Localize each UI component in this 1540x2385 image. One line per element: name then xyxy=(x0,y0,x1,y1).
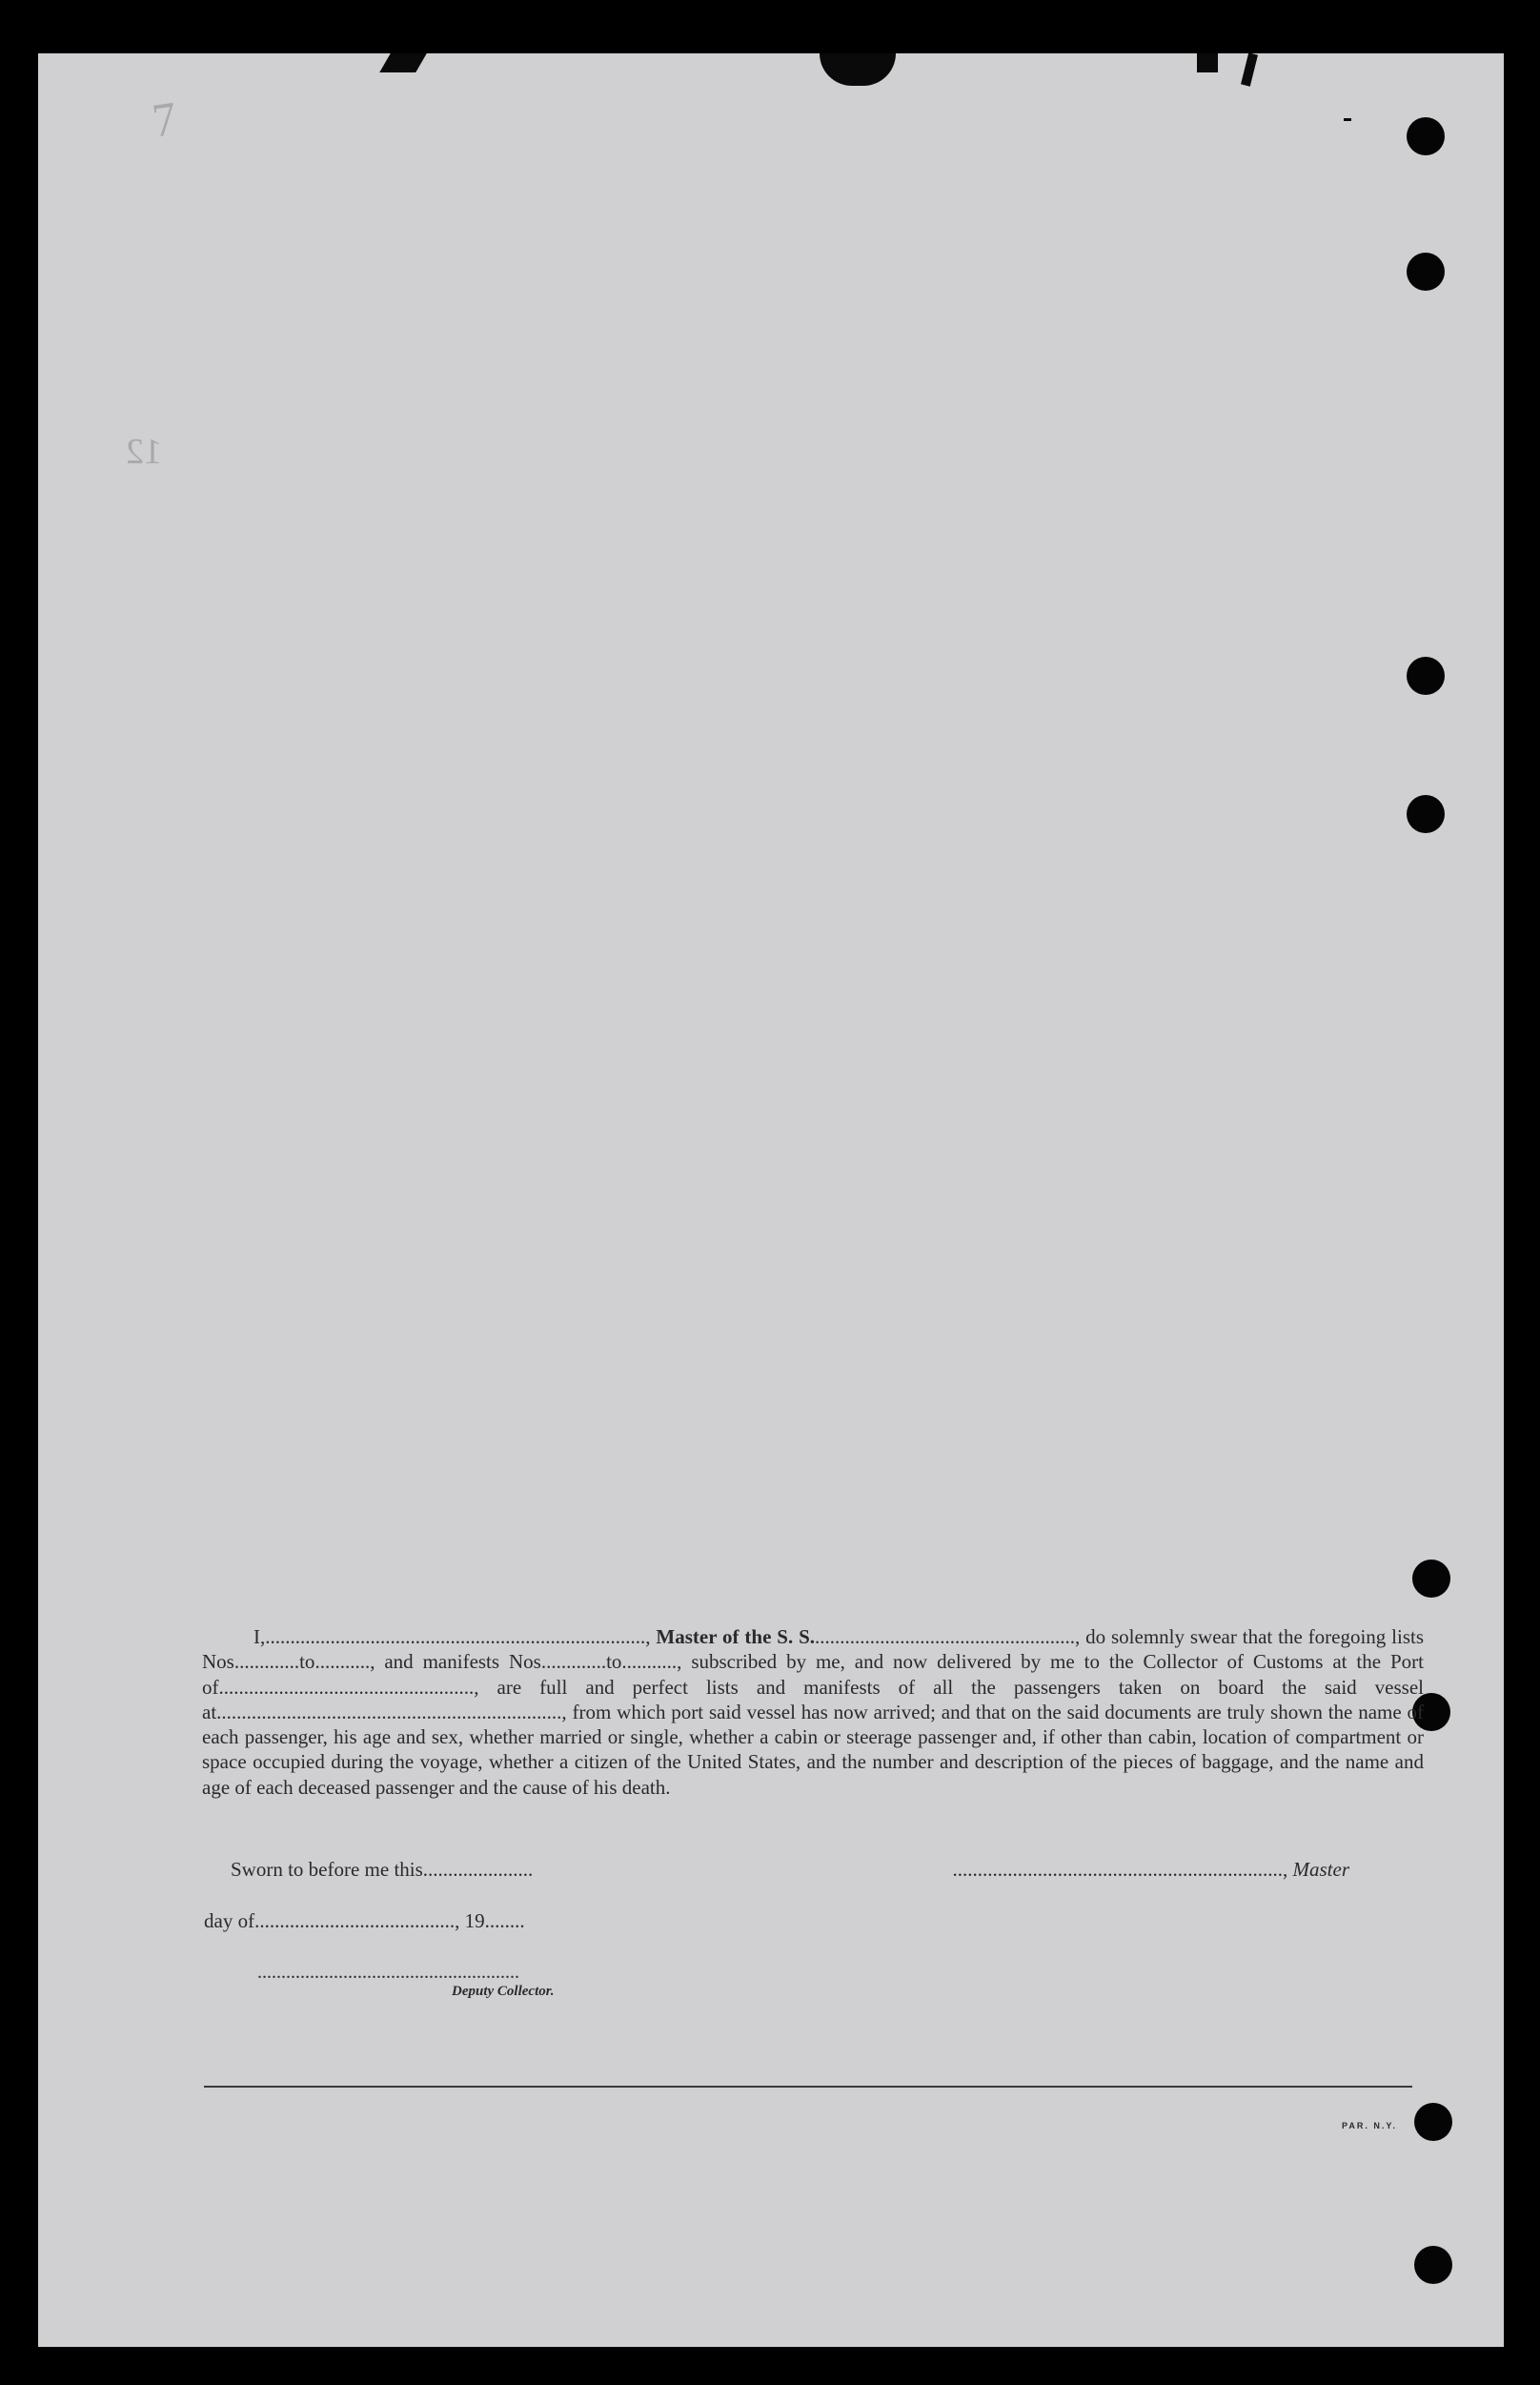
oath-to-2: to xyxy=(606,1650,622,1674)
year-blank: ........ xyxy=(484,1909,525,1932)
top-tear-mark-4 xyxy=(1241,52,1258,86)
oath-text-7: , from which port said vessel has now arrived; and that on the said documents are truly shown the name of each passenger, his age and sex, whether married or single, whether a cabin or steerage passenger and, if other than cabin, location of compartment or space occupied during the voyage, whether a citizen of the United States, and the number and description of the pieces of baggage, and the name and age of each deceased passenger and the cause of his death. xyxy=(202,1700,1424,1799)
printer-mark: PAR. N.Y. xyxy=(1342,2121,1397,2130)
top-tear-mark-1 xyxy=(379,53,427,72)
oath-to-1: to xyxy=(299,1650,315,1674)
sworn-line xyxy=(231,1858,533,1882)
manifests-from-blank: ............ xyxy=(546,1650,607,1674)
lists-to-blank: ........... xyxy=(314,1650,371,1674)
bottom-rule xyxy=(204,2086,1412,2088)
top-tear-mark-2 xyxy=(820,53,896,86)
oath-text-1: I, xyxy=(253,1625,266,1648)
binder-hole-5 xyxy=(1412,1559,1450,1598)
lists-from-blank: ............ xyxy=(239,1650,300,1674)
oath-text-6: , are full and perfect lists and manifests of all the passengers taken on board the said vessel at xyxy=(202,1675,1424,1723)
oath-text-4: , and manifests Nos. xyxy=(370,1650,547,1674)
pencil-mark-top-left: 7 xyxy=(149,91,180,148)
master-signature-blank: .................................................................. xyxy=(952,1858,1283,1881)
sworn-day-blank: ...................... xyxy=(422,1858,534,1881)
year-prefix: , 19 xyxy=(455,1909,485,1932)
oath-text-3: , do solemnly swear that the foregoing lists Nos. xyxy=(202,1625,1425,1674)
master-signature-line: .................................................................., Master xyxy=(952,1858,1349,1881)
binder-hole-8 xyxy=(1414,2246,1452,2284)
deputy-collector-label: Deputy Collector. xyxy=(452,1984,555,1999)
master-of-ship-label: Master of the S. S. xyxy=(656,1625,815,1648)
manifests-to-blank: ........... xyxy=(621,1650,678,1674)
master-name-blank: ............................................................................ xyxy=(265,1625,646,1648)
day-of-label: day of xyxy=(204,1909,255,1932)
binder-hole-1 xyxy=(1407,117,1445,155)
binder-hole-3 xyxy=(1407,657,1445,695)
port-blank: ................................................... xyxy=(218,1675,475,1699)
dust-speck xyxy=(1344,118,1351,121)
pencil-mark-left: 12 xyxy=(126,432,162,472)
oath-text-2: , xyxy=(645,1625,657,1648)
top-tear-mark-3 xyxy=(1197,53,1218,72)
manifest-page xyxy=(38,53,1504,2347)
oath-paragraph xyxy=(202,1624,1424,1800)
deputy-signature-blank: ....................................................... xyxy=(257,1962,519,1983)
binder-hole-2 xyxy=(1407,253,1445,291)
ship-name-blank: .................................................... xyxy=(815,1625,1075,1648)
month-blank: ........................................ xyxy=(254,1909,456,1932)
binder-hole-4 xyxy=(1407,795,1445,833)
master-signature-label: Master xyxy=(1292,1858,1349,1881)
day-of-line xyxy=(204,1909,525,1933)
sworn-label: Sworn to before me this xyxy=(231,1858,423,1881)
binder-hole-7 xyxy=(1414,2103,1452,2141)
departure-port-blank: ..................................................................... xyxy=(216,1700,562,1723)
oath-text-5: , subscribed by me, and now delivered by me to the Collector of Customs at the Port of xyxy=(202,1650,1424,1699)
